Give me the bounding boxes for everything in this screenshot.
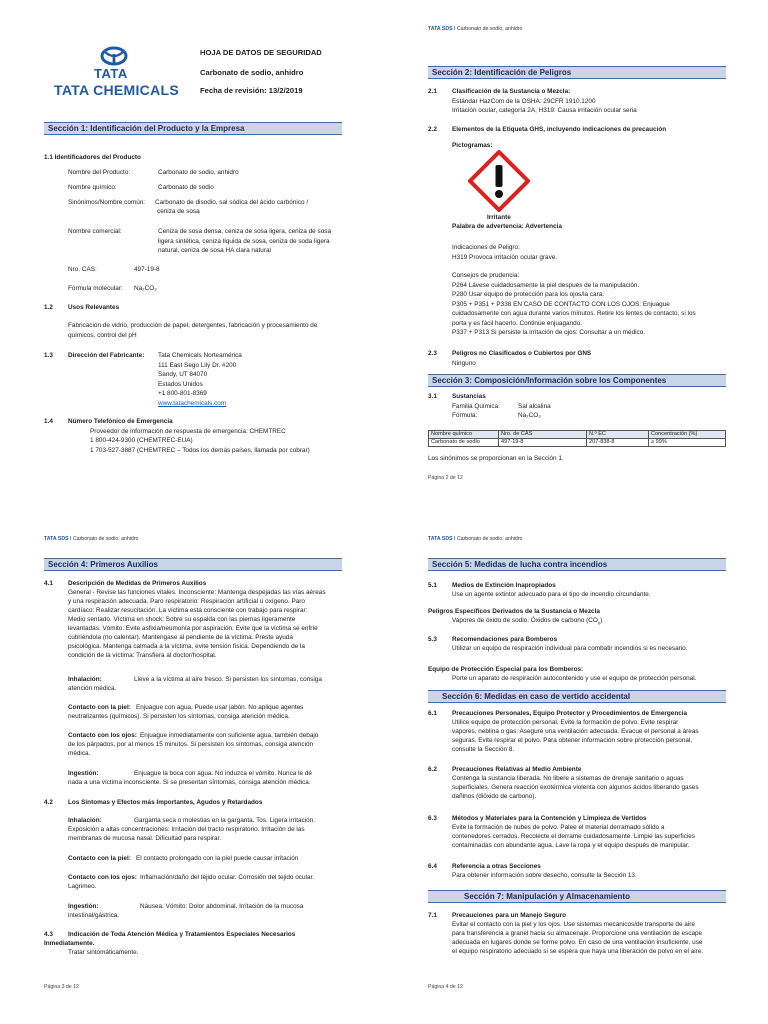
syn-value: Carbonato de disodio, sal sódica del ácido carbónico / [155, 199, 309, 206]
precaution-line-5: P337 + P313 Si persiste la irritación de ojos: Consultar a un médico. [452, 329, 646, 336]
eye-2-label: Contacto con los ojos: [68, 874, 137, 881]
s1-3-title: Dirección del Fabricante: [68, 352, 145, 359]
sds-page-4 [384, 512, 768, 1024]
syn-label: Sinónimos/Nombre común: [68, 199, 146, 206]
eye-2-line-0: Inflamación/daño del tejido ocular. Corrosión del tejido ocular. [140, 874, 315, 881]
s1-2-line-0: Fabricación de vidrio, producción de papel, detergentes, fabricación y procesamiento de [68, 322, 318, 329]
s6-4-value: Para obtener información sobre desecho, consulte la Sección 13. [452, 872, 637, 879]
s2-1-line-0: Estándar HazCom de la OSHA: 29CFR 1910.1200 [452, 97, 596, 105]
cas-value: 497-19-8 [134, 266, 160, 273]
s6-4-num: 6.4 [428, 863, 437, 870]
skin-line-1: neutralizantes (químicos). Si persisten los síntomas, consiga atención médica. [68, 713, 290, 720]
signal-word: Palabra de advertencia: Advertencia [452, 223, 562, 230]
s4-1-line-3: Medio sentado. Víctima en shock: Sobre su espalda con las piernas ligeramente [68, 616, 296, 623]
inhalation-label: Inhalación: [68, 676, 102, 683]
s7-1-line-0: Evitar el contacto con la piel y los ojos. Use sistemas mecánicos/de transporte de aire [452, 921, 695, 928]
s2-3-num: 2.3 [428, 350, 437, 357]
s1-4-line-0: Proveedor de información de respuesta de emergencia: CHEMTREC [90, 427, 286, 435]
s4-1-line-7: condición de la víctima: Transfiera al doctor/hospital. [68, 652, 217, 659]
page-header: TATA SDS I Carbonato de sodio, anhidro [428, 26, 523, 32]
eye-line-2: médica. [68, 750, 91, 757]
precaution-title: Consejos de prudencia: [452, 272, 520, 279]
s6-2-line-0: Contenga la sustancia liberada. No libere a sistemas de drenaje sanitario o aguas [452, 775, 684, 782]
logo-tata-word: TATA [94, 66, 128, 81]
s1-2-num: 1.2 [44, 304, 53, 311]
s2-1-num: 2.1 [428, 88, 437, 95]
s4-1-num: 4.1 [44, 580, 53, 587]
inhalation-2-line-1: Exposición a altas concentraciones: Irritación del tracto respiratorio. Irritación de las [68, 826, 305, 833]
table-header-row [429, 431, 726, 439]
s1-3-line-1: 111 East Sego Lily Dr. #200 [158, 361, 237, 369]
pictogram-label: Irritante [487, 214, 511, 221]
tata-logo [54, 44, 184, 106]
s4-3-num: 4.3 [44, 931, 53, 938]
section-3-header: Sección 3: Composición/Información sobre los Componentes [428, 374, 726, 387]
eye-line-1: de los párpados, por al menos 15 minutos. Si persisten los síntomas, consiga atención [68, 741, 314, 748]
s1-3-num: 1.3 [44, 352, 53, 359]
sds-page-3 [0, 512, 384, 1024]
eye-line-0: Enjuague inmediatamente con suficiente agua, también debajo [140, 732, 319, 739]
name-label: Nombre del Producto: [68, 169, 131, 176]
sds-page-1 [0, 0, 384, 512]
family-label: Familia Química: [452, 402, 500, 410]
ingestion-2-line-0: Náusea. Vómito: Dolor abdominal. Irritación de la mucosa [140, 903, 304, 910]
eye-label: Contacto con los ojos: [68, 732, 137, 739]
ingestion-line-0: Enjuague la boca con agua. No induzca el vómito. Nunca le dé [134, 770, 312, 777]
hazard-line: H319 Provoca irritación ocular grave. [452, 253, 558, 261]
s6-2-num: 6.2 [428, 766, 437, 773]
s6-1-line-2: seguras. Evite respirar el polvo. Para obtener información sobre protección personal, [452, 737, 693, 744]
page-number: Página 4 de 12 [428, 984, 463, 990]
precaution-line-4: porta y es fácil hacerlo. Continúe enjuagando. [452, 319, 583, 327]
s1-3-line-3: Estados Unidos [158, 380, 203, 388]
s4-3-title-2: Inmediatamente. [44, 940, 95, 947]
s2-2-num: 2.2 [428, 126, 437, 133]
hazard-title: Indicaciones de Peligro: [452, 244, 520, 251]
composition-table [428, 430, 726, 447]
ppe-title: Equipo de Protección Especial para los Bomberos: [428, 666, 584, 673]
s6-1-title: Precauciones Personales, Equipo Protector y Procedimientos de Emergencia [452, 710, 688, 717]
s4-1-title: Descripción de Medidas de Primeros Auxilios [68, 580, 207, 587]
table-header: Concentración (%) [649, 431, 726, 439]
inhalation-2-line-0: Garganta seca o molestias en la garganta. Tos. Ligera irritación. [134, 817, 316, 824]
s7-1-title: Precauciones para un Manejo Seguro [452, 912, 566, 919]
manufacturer-link[interactable]: www.tatachemicals.com [158, 399, 227, 407]
ingestion-label: Ingestión: [68, 770, 99, 777]
revision-date: Fecha de revisión: 13/2/2019 [200, 86, 303, 95]
s4-2-title: Los Síntomas y Efectos más Importantes, Agudos y Retardados [68, 799, 263, 806]
ingestion-line-1: nada a una víctima inconsciente. Si se presentan síntomas, consiga atención médica. [68, 779, 311, 786]
s6-3-line-2: contaminadas con abundante agua. Lave la ropa y el equipo después de manipular. [452, 842, 690, 849]
s5-1-value: Use un agente extintor adecuado para el tipo de incendio circundante. [452, 591, 651, 598]
s4-1-line-5: cubriéndola (no calentar). Mantengase al pendiente de la víctima. Preste ayuda [68, 634, 293, 641]
inhalation-2-label: Inhalación: [68, 817, 102, 824]
eye-2-line-1: Lagrimeo. [68, 883, 97, 890]
table-row [429, 439, 726, 447]
ingestion-2-line-1: intestinal/gástrica. [68, 912, 120, 919]
inhalation-line-0: Lleve a la víctima al aire fresco. Si persisten los síntomas, consiga [134, 676, 322, 683]
s4-3-value: Tratar sintomáticamente. [68, 949, 139, 956]
s2-3-value: Ninguno [452, 359, 476, 367]
inhalation-2-line-2: membranas de mucosa nasal. Dificultad para respirar. [68, 835, 222, 842]
s1-1-title: 1.1 Identificadores del Producto [44, 154, 141, 161]
s1-2-title: Usos Relevantes [68, 304, 120, 311]
s1-4-line-1: 1 800-424-9300 (CHEMTREC-EUA) [90, 437, 193, 444]
s5-1-num: 5.1 [428, 582, 437, 589]
inhalation-line-1: atención médica. [68, 685, 117, 692]
s6-1-num: 6.1 [428, 710, 437, 717]
section-6-header: Sección 6: Medidas en caso de vertido accidental [428, 690, 726, 703]
s6-2-line-1: superficiales. Genera reacción exotérmica violenta con algunos ácidos liberando gases [452, 784, 699, 791]
skin-line-0: Enjuague con agua. Puede usar jabón. No aplique agentes [136, 704, 304, 711]
syn-value-2: ceniza de sosa [157, 208, 200, 215]
skin-label: Contacto con la piel: [68, 704, 131, 711]
formula-value: Na₂CO₃ [134, 285, 157, 292]
section-1-header: Sección 1: Identificación del Producto y la Empresa [44, 122, 342, 135]
s5-3-title: Recomendaciones para Bomberos [452, 636, 558, 643]
s2-1-line-1: Irritación ocular, categoría 2A, H319: Causa irritación ocular seria [452, 107, 637, 114]
logo-tata-chemicals: TATA CHEMICALS [54, 82, 179, 98]
s2-1-title: Clasificación de la Sustancia o Mezcla: [452, 88, 571, 95]
s1-4-num: 1.4 [44, 418, 53, 425]
s1-3-line-2: Sandy, UT 84070 [158, 371, 208, 378]
s6-1-line-0: Utilice equipo de protección personal. Evite la formación de polvo. Evite respirar [452, 719, 679, 726]
name-value: Carbonato de sodio, anhidro [158, 169, 239, 176]
s6-1-line-1: vapores, neblina o gas. Asegure una ventilación adecuada. Evacue el personal a áreas [452, 728, 699, 735]
section-7-header: Sección 7: Manipulación y Almacenamiento [428, 890, 726, 903]
s6-2-title: Precauciones Relativas al Medio Ambiente [452, 766, 582, 773]
s6-3-title: Métodos y Materiales para la Contención y Limpieza de Vertidos [452, 815, 647, 822]
skin-2-value: El contacto prolongado con la piel puede causar irritación [136, 855, 299, 862]
s7-1-line-3: el equipo respiratorio adecuado si se espera que haya una liberación de polvo en el aire. [452, 948, 704, 955]
s3-1-num: 3.1 [428, 393, 437, 400]
s4-1-line-6: psicológica. Mantenga calmada a la víctima, evite tensión física. Dependiendo de la [68, 643, 305, 650]
table-header: N.º EC [587, 431, 649, 439]
chem-value: Carbonato de sodio [158, 184, 214, 191]
comm-line-2: natural, ceniza de sosa HA clara natural [158, 247, 271, 254]
s6-3-num: 6.3 [428, 815, 437, 822]
s7-1-num: 7.1 [428, 912, 437, 919]
pictogram-title: Pictogramas: [452, 142, 493, 149]
s4-3-title-1: Indicación de Toda Atención Médica y Tratamientos Especiales Necesarios [68, 931, 296, 938]
table-header: Nro. de CAS [499, 431, 587, 439]
precaution-line-2: P305 + P351 + P338 EN CASO DE CONTACTO CON LOS OJOS: Enjuague [452, 300, 670, 308]
precaution-line-3: cuidadosamente con agua durante varios minutos. Retire los lentes de contacto, si los [452, 310, 696, 317]
s1-3-line-4: +1 800-801-8369 [158, 390, 207, 397]
precaution-line-1: P280 Usar equipo de protección para los ojos/la cara. [452, 291, 605, 298]
s6-4-title: Referencia a otras Secciones [452, 863, 541, 870]
s3-1-title: Sustancias [452, 393, 486, 400]
formula-value: Na₂CO₃ [518, 412, 541, 419]
cas-label: Nro. CAS: [68, 266, 97, 273]
table-cell: ≥ 99% [649, 439, 726, 447]
table-header: Nombre químico [429, 431, 499, 439]
doc-title: HOJA DE DATOS DE SEGURIDAD [200, 48, 322, 57]
s4-2-num: 4.2 [44, 799, 53, 806]
page-number: Página 3 de 12 [44, 984, 79, 990]
section-4-header: Sección 4: Primeros Auxilios [44, 558, 342, 571]
s6-1-line-3: consulte la Sección 8. [452, 746, 515, 753]
skin-2-label: Contacto con la piel: [68, 855, 131, 862]
table-cell: 207-838-8 [587, 439, 649, 447]
page-number: Página 2 de 12 [428, 475, 463, 481]
s6-2-line-2: dañinos (dióxido de carbono). [452, 793, 537, 800]
sds-page-2 [384, 0, 768, 512]
s5-3-num: 5.3 [428, 636, 437, 643]
s1-3-line-0: Tata Chemicals Norteamérica [158, 352, 242, 359]
page-header: TATA SDS I Carbonato de sodio, anhidro [44, 536, 139, 542]
s4-1-line-1: y una respiración adecuada. Paro respiratorio: Respiración artificial u oxígeno. Paro [68, 598, 305, 605]
chem-label: Nombre químico: [68, 184, 117, 191]
exclamation-mark-pictogram-icon [468, 150, 530, 212]
ppe-value: Porte un aparato de respiración autocontenido y use el equipo de protección personal. [452, 675, 697, 682]
comm-line-0: Ceniza de sosa densa, ceniza de sosa ligera, ceniza de sosa [158, 228, 332, 235]
s4-1-line-0: General - Revise las funciones vitales. Inconsciente: Mantenga despejadas las vías aéreas [68, 589, 326, 596]
formula-label: Fórmula molecular: [68, 285, 123, 292]
specific-hazards-title: Peligros Específicos Derivados de la Sustancia o Mezcla [428, 608, 600, 615]
section-5-header: Sección 5: Medidas de lucha contra incendios [428, 558, 726, 571]
specific-hazards-value: Vapores de óxido de sodio. Óxidos de carbono $(CO_x)$ [452, 617, 603, 626]
s7-1-line-2: adecuada en lugares donde se forme polvo. En caso de una ventilación insuficiente, use [452, 939, 703, 946]
table-cell: 497-19-8 [499, 439, 587, 447]
synonyms-note: Los sinónimos se proporcionan en la Sección 1. [428, 455, 564, 462]
s6-3-line-1: contenedores cerrados. Recolecte el derrame cuidadosamente. Limpie las superficies [452, 833, 695, 840]
s6-3-line-0: Evite la formación de nubes de polvo. Palee el material derramado sólido a [452, 824, 665, 831]
section-2-header: Sección 2: Identificación de Peligros [428, 66, 726, 79]
comm-line-1: ligera sintética, ceniza líquida de sosa, ceniza de soda ligera [158, 237, 330, 245]
s4-1-line-2: cardíaco: Realizar resucitación. La víctima está consciente con trabajo para respirar: [68, 607, 308, 614]
formula-label: Fórmula: [452, 412, 478, 419]
s4-1-line-4: levantadas. Vómito: Evite asfixia/neumonía por aspiración. Evite que la víctima se enfríe [68, 625, 318, 632]
s2-2-title: Elementos de la Etiqueta GHS, incluyendo indicaciones de precaución [452, 126, 667, 133]
comm-label: Nombre comercial: [68, 228, 122, 235]
ingestion-2-label: Ingestión: [68, 903, 99, 910]
family-value: Sal alcalina [518, 402, 551, 410]
product-name: Carbonato de sodio, anhidro [200, 68, 304, 77]
s7-1-line-1: para transferencia a granel hacia su almacenaje. Proporcione una ventilación de escape [452, 930, 703, 937]
s5-3-value: Utilizar un equipo de respiración individual para combatir incendios si es necesario. [452, 645, 688, 652]
table-cell: Carbonato de sodio [429, 439, 499, 447]
s1-4-line-2: 1 703-527-3887 (CHEMTREC – Todos los demás países, llamada por cobrar) [90, 446, 310, 454]
s5-1-title: Medios de Extinción Inapropiados [452, 582, 556, 589]
s2-3-title: Peligros no Clasificados o Cubiertos por GNS [452, 350, 592, 357]
page-header: TATA SDS I Carbonato de sodio, anhidro [428, 536, 523, 542]
s1-2-line-1: químicos, control del pH [68, 331, 137, 339]
precaution-line-0: P264 Lávese cuidadosamente la piel después de la manipulación. [452, 281, 640, 289]
s1-4-title: Número Telefónico de Emergencia [68, 418, 173, 425]
